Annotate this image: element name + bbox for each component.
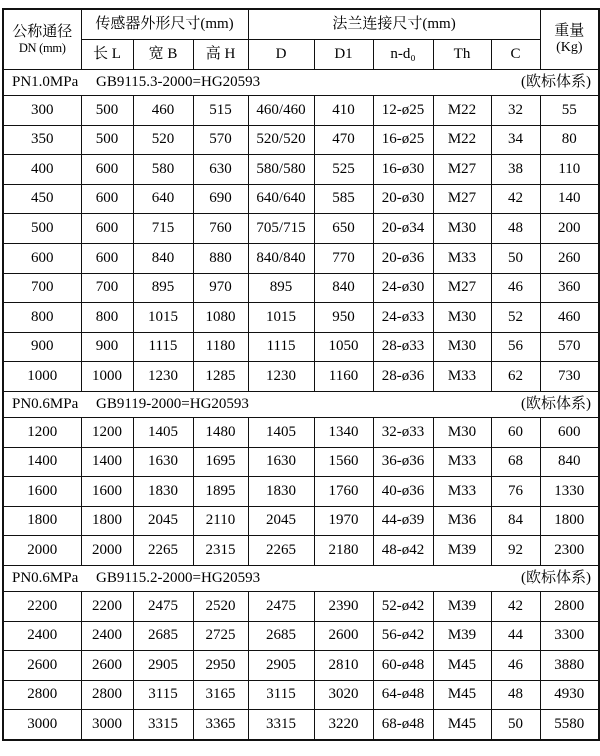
cell-n-d0: 44-ø39 [373,506,433,536]
table-row [3,651,599,681]
cell-th: M39 [433,591,491,621]
cell-weight: 4930 [540,680,599,710]
table-row [3,125,599,155]
cell-th: M45 [433,710,491,740]
cell-dn: 2600 [3,651,81,681]
cell-n-d0: 36-ø36 [373,447,433,477]
cell-weight: 460 [540,303,599,333]
header-length-l: 长 L [81,40,133,70]
cell-width-b: 2265 [133,536,193,566]
cell-width-b: 3115 [133,680,193,710]
table-row [3,680,599,710]
header-weight [540,9,599,70]
cell-dn: 450 [3,184,81,214]
table-row [3,536,599,566]
cell-n-d0: 48-ø42 [373,536,433,566]
cell-d: 580/580 [248,155,314,185]
cell-length-l: 2800 [81,680,133,710]
cell-height-h: 2315 [193,536,248,566]
cell-d: 2475 [248,591,314,621]
header-dn-line1: 公称通径 [12,23,73,40]
cell-d: 2045 [248,506,314,536]
header-weight-line2: (Kg) [556,40,583,56]
section-header-cell [3,70,599,96]
cell-width-b: 3315 [133,710,193,740]
cell-height-h: 2110 [193,506,248,536]
header-d: D [248,40,314,70]
cell-length-l: 2400 [81,621,133,651]
section-note: (欧标体系) [521,569,592,586]
header-sub-row [3,40,599,70]
cell-weight: 140 [540,184,599,214]
cell-d: 1830 [248,477,314,507]
cell-width-b: 1405 [133,417,193,447]
table-row [3,477,599,507]
cell-dn: 2400 [3,621,81,651]
cell-d1: 3220 [314,710,373,740]
cell-th: M30 [433,332,491,362]
section-header-cell [3,565,599,591]
cell-d: 895 [248,273,314,303]
cell-width-b: 1630 [133,447,193,477]
section-header-row [3,70,599,96]
cell-weight: 5580 [540,710,599,740]
cell-weight: 3880 [540,651,599,681]
cell-c: 62 [491,362,540,392]
cell-length-l: 600 [81,155,133,185]
header-height-h: 高 H [193,40,248,70]
header-dn [3,9,81,70]
table-row [3,621,599,651]
cell-th: M33 [433,243,491,273]
table-row [3,155,599,185]
section-standard: GB9115.3-2000=HG20593 [96,73,261,90]
cell-c: 42 [491,184,540,214]
cell-th: M33 [433,447,491,477]
cell-length-l: 800 [81,303,133,333]
cell-th: M30 [433,303,491,333]
cell-dn: 350 [3,125,81,155]
table-row [3,591,599,621]
cell-length-l: 600 [81,184,133,214]
cell-weight: 730 [540,362,599,392]
cell-width-b: 1015 [133,303,193,333]
table-row [3,447,599,477]
cell-weight: 2800 [540,591,599,621]
cell-dn: 2800 [3,680,81,710]
cell-dn: 2000 [3,536,81,566]
cell-weight: 3300 [540,621,599,651]
cell-length-l: 2200 [81,591,133,621]
table-row [3,710,599,740]
cell-d: 705/715 [248,214,314,244]
cell-c: 44 [491,621,540,651]
cell-weight: 200 [540,214,599,244]
cell-n-d0: 16-ø30 [373,155,433,185]
cell-d1: 840 [314,273,373,303]
cell-height-h: 760 [193,214,248,244]
table-row [3,506,599,536]
cell-d: 3315 [248,710,314,740]
cell-dn: 800 [3,303,81,333]
cell-n-d0: 68-ø48 [373,710,433,740]
cell-length-l: 600 [81,214,133,244]
cell-weight: 110 [540,155,599,185]
cell-d: 1630 [248,447,314,477]
cell-length-l: 700 [81,273,133,303]
cell-weight: 840 [540,447,599,477]
section-header-row [3,391,599,417]
cell-c: 76 [491,477,540,507]
cell-weight: 1800 [540,506,599,536]
cell-th: M27 [433,184,491,214]
header-sensor-group: 传感器外形尺寸(mm) [81,9,248,40]
cell-th: M27 [433,155,491,185]
cell-d1: 2600 [314,621,373,651]
cell-th: M39 [433,621,491,651]
cell-th: M45 [433,651,491,681]
cell-height-h: 570 [193,125,248,155]
cell-d: 2685 [248,621,314,651]
header-dn-line2: DN (mm) [18,40,66,55]
cell-length-l: 500 [81,125,133,155]
cell-length-l: 1800 [81,506,133,536]
cell-weight: 600 [540,417,599,447]
cell-n-d0: 60-ø48 [373,651,433,681]
cell-dn: 1800 [3,506,81,536]
cell-length-l: 2600 [81,651,133,681]
cell-c: 56 [491,332,540,362]
cell-dn: 1600 [3,477,81,507]
header-group-row [3,9,599,40]
header-flange-group: 法兰连接尺寸(mm) [248,9,540,40]
cell-dn: 1400 [3,447,81,477]
flange-dimension-table [2,8,600,741]
cell-n-d0: 20-ø34 [373,214,433,244]
cell-n-d0: 20-ø36 [373,243,433,273]
cell-n-d0: 52-ø42 [373,591,433,621]
table-row [3,332,599,362]
cell-n-d0: 12-ø25 [373,96,433,126]
section-header-cell [3,391,599,417]
table-row [3,303,599,333]
cell-width-b: 715 [133,214,193,244]
cell-weight: 360 [540,273,599,303]
cell-c: 92 [491,536,540,566]
cell-width-b: 895 [133,273,193,303]
cell-height-h: 690 [193,184,248,214]
header-weight-line1: 重量 [554,22,585,39]
section-note: (欧标体系) [521,73,592,90]
cell-width-b: 640 [133,184,193,214]
cell-length-l: 500 [81,96,133,126]
table-row [3,273,599,303]
table-row [3,417,599,447]
cell-d1: 1970 [314,506,373,536]
cell-n-d0: 28-ø36 [373,362,433,392]
cell-c: 46 [491,651,540,681]
table-body [3,70,599,740]
header-width-b: 宽 B [133,40,193,70]
cell-c: 52 [491,303,540,333]
cell-c: 48 [491,680,540,710]
cell-n-d0: 16-ø25 [373,125,433,155]
cell-d1: 585 [314,184,373,214]
cell-n-d0: 56-ø42 [373,621,433,651]
table-row [3,243,599,273]
cell-weight: 1330 [540,477,599,507]
cell-d: 460/460 [248,96,314,126]
cell-d: 1405 [248,417,314,447]
cell-dn: 1200 [3,417,81,447]
cell-height-h: 2520 [193,591,248,621]
cell-weight: 55 [540,96,599,126]
cell-weight: 260 [540,243,599,273]
cell-width-b: 2685 [133,621,193,651]
cell-c: 46 [491,273,540,303]
cell-th: M30 [433,417,491,447]
cell-dn: 900 [3,332,81,362]
header-n-d0: n-d₀ [373,40,433,70]
cell-th: M36 [433,506,491,536]
cell-dn: 3000 [3,710,81,740]
cell-d: 3115 [248,680,314,710]
cell-th: M33 [433,362,491,392]
cell-height-h: 630 [193,155,248,185]
cell-c: 84 [491,506,540,536]
section-standard: GB9115.2-2000=HG20593 [96,569,261,586]
cell-d1: 770 [314,243,373,273]
cell-length-l: 900 [81,332,133,362]
cell-d1: 1050 [314,332,373,362]
cell-c: 38 [491,155,540,185]
cell-d1: 410 [314,96,373,126]
cell-d: 1115 [248,332,314,362]
cell-d1: 2810 [314,651,373,681]
cell-height-h: 3165 [193,680,248,710]
section-standard: GB9119-2000=HG20593 [96,395,249,412]
cell-c: 60 [491,417,540,447]
cell-width-b: 520 [133,125,193,155]
cell-d1: 2390 [314,591,373,621]
cell-d: 2265 [248,536,314,566]
section-header-row [3,565,599,591]
cell-dn: 600 [3,243,81,273]
section-pressure-rating: PN1.0MPa [12,73,79,90]
cell-dn: 400 [3,155,81,185]
cell-width-b: 460 [133,96,193,126]
cell-height-h: 2725 [193,621,248,651]
cell-length-l: 2000 [81,536,133,566]
cell-d: 640/640 [248,184,314,214]
cell-weight: 2300 [540,536,599,566]
cell-d: 840/840 [248,243,314,273]
cell-d: 1015 [248,303,314,333]
cell-dn: 1000 [3,362,81,392]
cell-height-h: 1480 [193,417,248,447]
cell-length-l: 3000 [81,710,133,740]
cell-dn: 700 [3,273,81,303]
cell-height-h: 1895 [193,477,248,507]
cell-width-b: 1230 [133,362,193,392]
cell-width-b: 2045 [133,506,193,536]
cell-height-h: 970 [193,273,248,303]
cell-dn: 300 [3,96,81,126]
cell-d1: 3020 [314,680,373,710]
header-c: C [491,40,540,70]
cell-d: 520/520 [248,125,314,155]
table-row [3,184,599,214]
cell-width-b: 840 [133,243,193,273]
cell-width-b: 580 [133,155,193,185]
cell-length-l: 600 [81,243,133,273]
cell-height-h: 3365 [193,710,248,740]
cell-width-b: 1830 [133,477,193,507]
cell-th: M22 [433,96,491,126]
cell-n-d0: 64-ø48 [373,680,433,710]
cell-length-l: 1200 [81,417,133,447]
cell-length-l: 1000 [81,362,133,392]
cell-dn: 2200 [3,591,81,621]
table-row [3,214,599,244]
cell-d1: 1160 [314,362,373,392]
cell-weight: 570 [540,332,599,362]
cell-d1: 1760 [314,477,373,507]
header-th: Th [433,40,491,70]
cell-d1: 470 [314,125,373,155]
cell-width-b: 2905 [133,651,193,681]
cell-th: M39 [433,536,491,566]
cell-d1: 1560 [314,447,373,477]
cell-th: M30 [433,214,491,244]
cell-c: 42 [491,591,540,621]
cell-c: 50 [491,243,540,273]
cell-n-d0: 24-ø30 [373,273,433,303]
table-row [3,362,599,392]
cell-n-d0: 40-ø36 [373,477,433,507]
cell-length-l: 1600 [81,477,133,507]
cell-n-d0: 24-ø33 [373,303,433,333]
cell-width-b: 2475 [133,591,193,621]
cell-height-h: 1180 [193,332,248,362]
cell-d1: 525 [314,155,373,185]
cell-th: M33 [433,477,491,507]
cell-c: 34 [491,125,540,155]
section-note: (欧标体系) [521,395,592,412]
cell-height-h: 1080 [193,303,248,333]
cell-dn: 500 [3,214,81,244]
cell-n-d0: 28-ø33 [373,332,433,362]
section-pressure-rating: PN0.6MPa [12,395,79,412]
cell-d: 2905 [248,651,314,681]
cell-d: 1230 [248,362,314,392]
cell-th: M45 [433,680,491,710]
cell-n-d0: 20-ø30 [373,184,433,214]
cell-d1: 2180 [314,536,373,566]
cell-height-h: 515 [193,96,248,126]
cell-c: 50 [491,710,540,740]
cell-d1: 1340 [314,417,373,447]
section-pressure-rating: PN0.6MPa [12,569,79,586]
table-row [3,96,599,126]
cell-c: 68 [491,447,540,477]
cell-d1: 950 [314,303,373,333]
cell-th: M22 [433,125,491,155]
cell-length-l: 1400 [81,447,133,477]
cell-width-b: 1115 [133,332,193,362]
cell-height-h: 2950 [193,651,248,681]
cell-weight: 80 [540,125,599,155]
cell-th: M27 [433,273,491,303]
cell-c: 32 [491,96,540,126]
header-d1: D1 [314,40,373,70]
cell-n-d0: 32-ø33 [373,417,433,447]
cell-height-h: 1695 [193,447,248,477]
cell-c: 48 [491,214,540,244]
cell-d1: 650 [314,214,373,244]
cell-height-h: 880 [193,243,248,273]
cell-height-h: 1285 [193,362,248,392]
